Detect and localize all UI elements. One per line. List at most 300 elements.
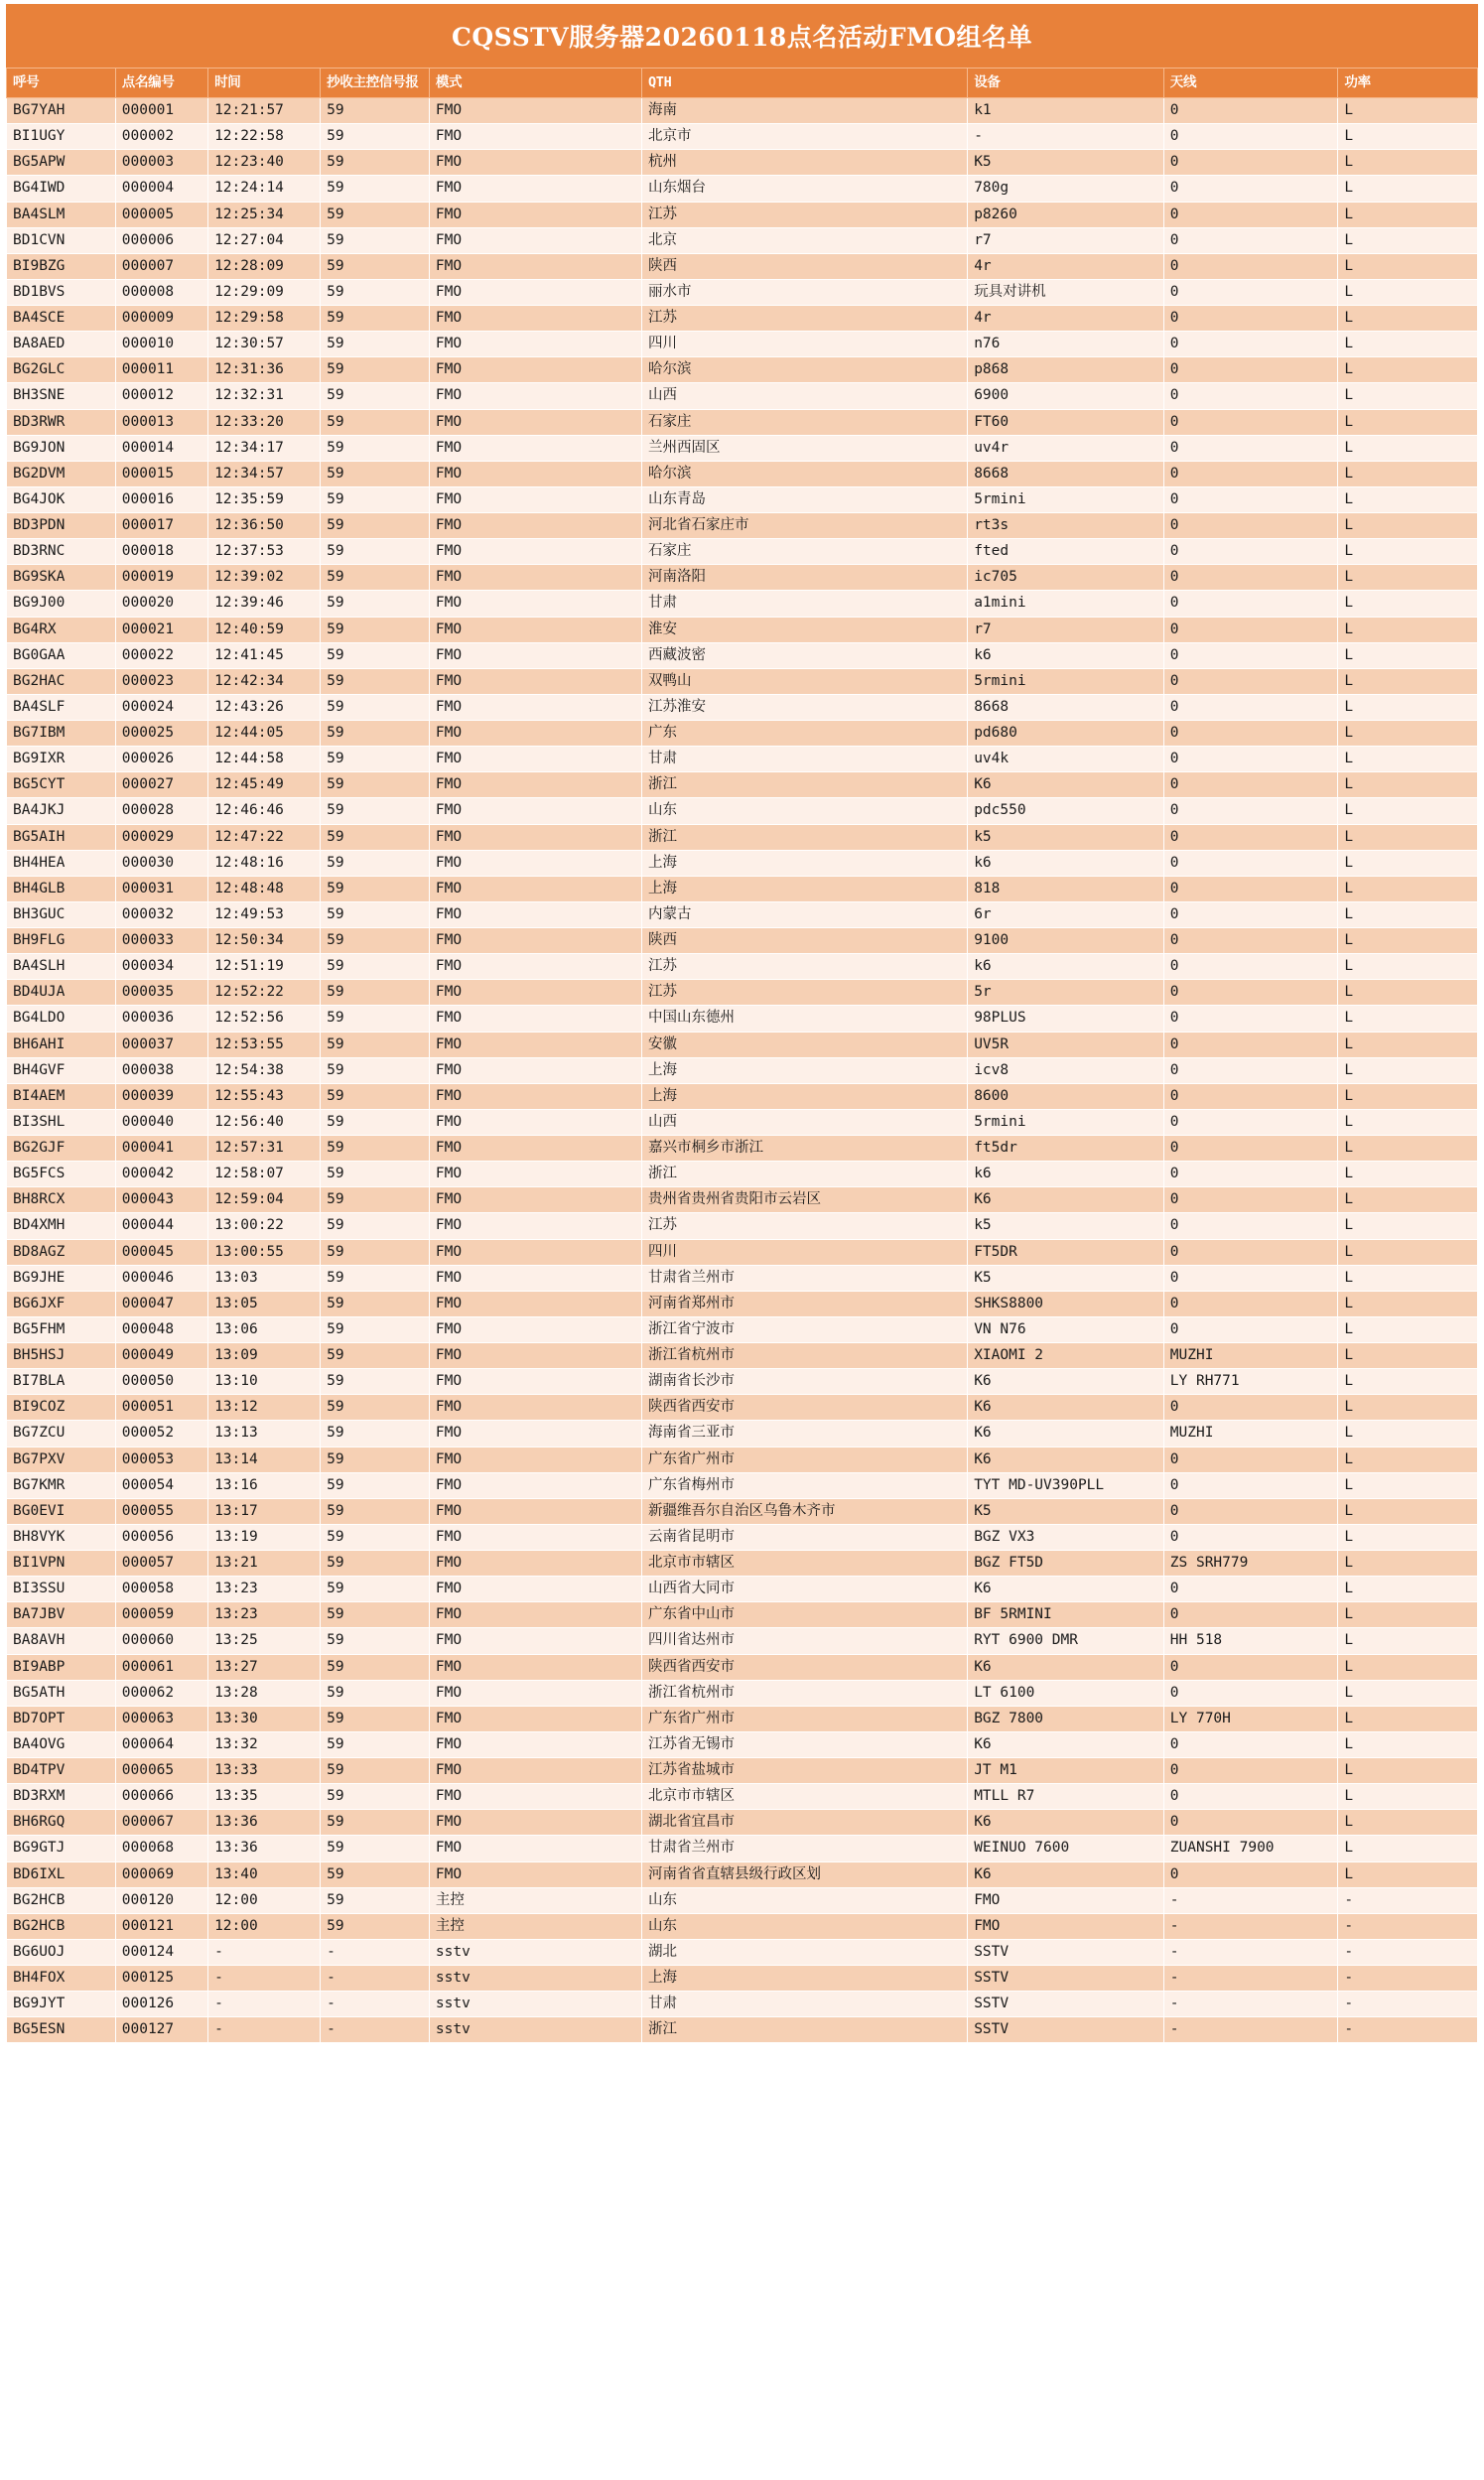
cell-checkin-id[interactable]: 000032 [115, 901, 207, 927]
cell-callsign[interactable]: BH3SNE [7, 383, 116, 409]
cell-mode[interactable]: FMO [429, 332, 641, 357]
cell-antenna[interactable]: ZUANSHI 7900 [1163, 1836, 1338, 1861]
table-row[interactable] [7, 253, 1478, 279]
cell-qth[interactable]: 广东省梅州市 [641, 1472, 967, 1498]
cell-checkin-id[interactable]: 000002 [115, 124, 207, 150]
cell-report[interactable]: 59 [321, 747, 430, 772]
cell-time[interactable]: - [208, 1966, 321, 1992]
table-row[interactable] [7, 150, 1478, 176]
table-row[interactable] [7, 1162, 1478, 1187]
cell-qth[interactable]: 北京市 [641, 124, 967, 150]
cell-qth[interactable]: 河南省省直辖县级行政区划 [641, 1861, 967, 1887]
cell-qth[interactable]: 山东 [641, 1913, 967, 1939]
cell-time[interactable]: 13:00:22 [208, 1213, 321, 1239]
cell-time[interactable]: 12:56:40 [208, 1109, 321, 1135]
cell-mode[interactable]: FMO [429, 721, 641, 747]
table-row[interactable] [7, 2017, 1478, 2043]
cell-qth[interactable]: 北京市市辖区 [641, 1784, 967, 1810]
cell-equipment[interactable]: 5rmini [968, 1109, 1164, 1135]
cell-callsign[interactable]: BG2DVM [7, 461, 116, 486]
table-row[interactable] [7, 1265, 1478, 1291]
cell-callsign[interactable]: BA4SCE [7, 306, 116, 332]
table-row[interactable] [7, 1109, 1478, 1135]
cell-mode[interactable]: FMO [429, 98, 641, 124]
cell-checkin-id[interactable]: 000010 [115, 332, 207, 357]
cell-power[interactable]: - [1338, 1913, 1478, 1939]
cell-checkin-id[interactable]: 000001 [115, 98, 207, 124]
cell-power[interactable]: L [1338, 1784, 1478, 1810]
cell-qth[interactable]: 山西 [641, 1109, 967, 1135]
cell-qth[interactable]: 陕西 [641, 928, 967, 954]
cell-antenna[interactable]: 0 [1163, 642, 1338, 668]
cell-report[interactable]: 59 [321, 357, 430, 383]
cell-time[interactable]: 13:17 [208, 1498, 321, 1524]
table-row[interactable] [7, 1654, 1478, 1680]
cell-time[interactable]: 12:55:43 [208, 1083, 321, 1109]
cell-report[interactable]: 59 [321, 1472, 430, 1498]
cell-mode[interactable]: FMO [429, 928, 641, 954]
cell-antenna[interactable]: 0 [1163, 1654, 1338, 1680]
cell-callsign[interactable]: BD3RWR [7, 409, 116, 435]
cell-callsign[interactable]: BH4GLB [7, 876, 116, 901]
table-row[interactable] [7, 876, 1478, 901]
cell-report[interactable]: 59 [321, 1057, 430, 1083]
cell-equipment[interactable]: BGZ FT5D [968, 1551, 1164, 1577]
cell-power[interactable]: L [1338, 202, 1478, 227]
cell-antenna[interactable]: MUZHI [1163, 1421, 1338, 1447]
cell-antenna[interactable]: 0 [1163, 694, 1338, 720]
cell-equipment[interactable]: 5r [968, 980, 1164, 1006]
cell-checkin-id[interactable]: 000038 [115, 1057, 207, 1083]
cell-mode[interactable]: FMO [429, 409, 641, 435]
cell-report[interactable]: 59 [321, 332, 430, 357]
cell-equipment[interactable]: K6 [968, 772, 1164, 798]
cell-equipment[interactable]: K6 [968, 1187, 1164, 1213]
cell-equipment[interactable]: XIAOMI 2 [968, 1343, 1164, 1369]
cell-antenna[interactable]: 0 [1163, 253, 1338, 279]
cell-power[interactable]: L [1338, 1861, 1478, 1887]
cell-callsign[interactable]: BG5APW [7, 150, 116, 176]
cell-report[interactable]: 59 [321, 798, 430, 824]
cell-power[interactable]: L [1338, 306, 1478, 332]
cell-report[interactable]: 59 [321, 1913, 430, 1939]
cell-qth[interactable]: 新疆维吾尔自治区乌鲁木齐市 [641, 1498, 967, 1524]
cell-qth[interactable]: 上海 [641, 1057, 967, 1083]
cell-qth[interactable]: 江苏省盐城市 [641, 1758, 967, 1784]
cell-checkin-id[interactable]: 000036 [115, 1006, 207, 1032]
cell-antenna[interactable]: 0 [1163, 668, 1338, 694]
cell-report[interactable]: 59 [321, 202, 430, 227]
cell-antenna[interactable]: 0 [1163, 1784, 1338, 1810]
cell-checkin-id[interactable]: 000065 [115, 1758, 207, 1784]
cell-time[interactable]: 12:45:49 [208, 772, 321, 798]
cell-power[interactable]: L [1338, 486, 1478, 512]
cell-qth[interactable]: 甘肃 [641, 591, 967, 617]
cell-checkin-id[interactable]: 000009 [115, 306, 207, 332]
cell-power[interactable]: L [1338, 1369, 1478, 1395]
cell-antenna[interactable]: 0 [1163, 901, 1338, 927]
cell-antenna[interactable]: 0 [1163, 1239, 1338, 1265]
cell-time[interactable]: 13:30 [208, 1706, 321, 1731]
cell-qth[interactable]: 山东 [641, 1887, 967, 1913]
cell-qth[interactable]: 浙江 [641, 2017, 967, 2043]
cell-equipment[interactable]: icv8 [968, 1057, 1164, 1083]
cell-time[interactable]: 13:12 [208, 1395, 321, 1421]
cell-report[interactable]: 59 [321, 1577, 430, 1602]
cell-power[interactable]: L [1338, 1395, 1478, 1421]
cell-qth[interactable]: 广东省广州市 [641, 1447, 967, 1472]
cell-time[interactable]: 12:25:34 [208, 202, 321, 227]
cell-qth[interactable]: 陕西省西安市 [641, 1654, 967, 1680]
table-row[interactable] [7, 1291, 1478, 1316]
cell-qth[interactable]: 西藏波密 [641, 642, 967, 668]
cell-callsign[interactable]: BG4LDO [7, 1006, 116, 1032]
cell-power[interactable]: L [1338, 1706, 1478, 1731]
cell-mode[interactable]: FMO [429, 1706, 641, 1731]
cell-callsign[interactable]: BD3RNC [7, 539, 116, 565]
cell-antenna[interactable]: 0 [1163, 1187, 1338, 1213]
cell-callsign[interactable]: BH5HSJ [7, 1343, 116, 1369]
cell-mode[interactable]: FMO [429, 1861, 641, 1887]
cell-qth[interactable]: 江苏 [641, 202, 967, 227]
cell-mode[interactable]: FMO [429, 1731, 641, 1757]
cell-equipment[interactable]: K5 [968, 1265, 1164, 1291]
cell-time[interactable]: - [208, 1939, 321, 1965]
cell-mode[interactable]: FMO [429, 486, 641, 512]
cell-antenna[interactable]: 0 [1163, 928, 1338, 954]
cell-time[interactable]: - [208, 1992, 321, 2017]
cell-report[interactable]: 59 [321, 227, 430, 253]
cell-checkin-id[interactable]: 000062 [115, 1680, 207, 1706]
cell-antenna[interactable]: 0 [1163, 1083, 1338, 1109]
table-row[interactable] [7, 1939, 1478, 1965]
cell-time[interactable]: 12:30:57 [208, 332, 321, 357]
cell-report[interactable]: 59 [321, 1239, 430, 1265]
cell-mode[interactable]: FMO [429, 1758, 641, 1784]
cell-report[interactable]: 59 [321, 1109, 430, 1135]
cell-time[interactable]: 13:19 [208, 1524, 321, 1550]
cell-qth[interactable]: 甘肃省兰州市 [641, 1265, 967, 1291]
cell-antenna[interactable]: 0 [1163, 513, 1338, 539]
cell-mode[interactable]: FMO [429, 1602, 641, 1628]
cell-equipment[interactable]: 玩具对讲机 [968, 279, 1164, 305]
cell-power[interactable]: L [1338, 1628, 1478, 1654]
cell-equipment[interactable]: k6 [968, 1162, 1164, 1187]
cell-antenna[interactable]: 0 [1163, 461, 1338, 486]
cell-mode[interactable]: FMO [429, 565, 641, 591]
cell-antenna[interactable]: 0 [1163, 1162, 1338, 1187]
cell-equipment[interactable]: rt3s [968, 513, 1164, 539]
cell-antenna[interactable]: - [1163, 1913, 1338, 1939]
table-row[interactable] [7, 747, 1478, 772]
cell-time[interactable]: 13:13 [208, 1421, 321, 1447]
cell-time[interactable]: 12:35:59 [208, 486, 321, 512]
cell-qth[interactable]: 嘉兴市桐乡市浙江 [641, 1136, 967, 1162]
cell-equipment[interactable]: BGZ 7800 [968, 1706, 1164, 1731]
cell-equipment[interactable]: SSTV [968, 1992, 1164, 2017]
cell-mode[interactable]: FMO [429, 1524, 641, 1550]
cell-time[interactable]: 12:28:09 [208, 253, 321, 279]
cell-qth[interactable]: 安徽 [641, 1032, 967, 1057]
cell-equipment[interactable]: k1 [968, 98, 1164, 124]
cell-callsign[interactable]: BH6AHI [7, 1032, 116, 1057]
cell-antenna[interactable]: 0 [1163, 202, 1338, 227]
column-header-time[interactable]: 时间 [208, 69, 321, 98]
table-row[interactable] [7, 1758, 1478, 1784]
table-row[interactable] [7, 901, 1478, 927]
cell-report[interactable]: 59 [321, 954, 430, 980]
cell-power[interactable]: L [1338, 461, 1478, 486]
cell-callsign[interactable]: BH6RGQ [7, 1810, 116, 1836]
column-header-mode[interactable]: 模式 [429, 69, 641, 98]
cell-qth[interactable]: 内蒙古 [641, 901, 967, 927]
cell-callsign[interactable]: BD7OPT [7, 1706, 116, 1731]
cell-mode[interactable]: FMO [429, 1083, 641, 1109]
cell-mode[interactable]: FMO [429, 980, 641, 1006]
cell-equipment[interactable]: a1mini [968, 591, 1164, 617]
cell-time[interactable]: 12:27:04 [208, 227, 321, 253]
cell-qth[interactable]: 山东青岛 [641, 486, 967, 512]
cell-callsign[interactable]: BG4JOK [7, 486, 116, 512]
table-row[interactable] [7, 1369, 1478, 1395]
cell-power[interactable]: L [1338, 357, 1478, 383]
cell-time[interactable]: 13:03 [208, 1265, 321, 1291]
cell-report[interactable]: 59 [321, 1316, 430, 1342]
cell-power[interactable]: L [1338, 1213, 1478, 1239]
cell-mode[interactable]: FMO [429, 1291, 641, 1316]
cell-checkin-id[interactable]: 000060 [115, 1628, 207, 1654]
cell-checkin-id[interactable]: 000019 [115, 565, 207, 591]
cell-power[interactable]: L [1338, 1136, 1478, 1162]
cell-equipment[interactable]: K6 [968, 1577, 1164, 1602]
cell-time[interactable]: 12:48:16 [208, 850, 321, 876]
cell-antenna[interactable]: ZS SRH779 [1163, 1551, 1338, 1577]
cell-checkin-id[interactable]: 000046 [115, 1265, 207, 1291]
cell-callsign[interactable]: BG9SKA [7, 565, 116, 591]
cell-checkin-id[interactable]: 000045 [115, 1239, 207, 1265]
table-row[interactable] [7, 928, 1478, 954]
cell-time[interactable]: 12:44:05 [208, 721, 321, 747]
cell-checkin-id[interactable]: 000047 [115, 1291, 207, 1316]
cell-callsign[interactable]: BA8AED [7, 332, 116, 357]
cell-checkin-id[interactable]: 000020 [115, 591, 207, 617]
cell-power[interactable]: L [1338, 1187, 1478, 1213]
cell-mode[interactable]: FMO [429, 954, 641, 980]
cell-antenna[interactable]: HH 518 [1163, 1628, 1338, 1654]
cell-qth[interactable]: 上海 [641, 1083, 967, 1109]
cell-mode[interactable]: FMO [429, 124, 641, 150]
cell-callsign[interactable]: BH4FOX [7, 1966, 116, 1992]
cell-time[interactable]: 13:21 [208, 1551, 321, 1577]
cell-antenna[interactable]: 0 [1163, 1524, 1338, 1550]
cell-qth[interactable]: 浙江 [641, 772, 967, 798]
cell-callsign[interactable]: BA4OVG [7, 1731, 116, 1757]
cell-power[interactable]: L [1338, 1524, 1478, 1550]
cell-antenna[interactable]: 0 [1163, 850, 1338, 876]
cell-qth[interactable]: 浙江 [641, 824, 967, 850]
cell-antenna[interactable]: - [1163, 1939, 1338, 1965]
cell-report[interactable]: - [321, 1939, 430, 1965]
cell-callsign[interactable]: BI4AEM [7, 1083, 116, 1109]
cell-equipment[interactable]: p8260 [968, 202, 1164, 227]
table-row[interactable] [7, 1057, 1478, 1083]
cell-mode[interactable]: FMO [429, 1136, 641, 1162]
cell-power[interactable]: L [1338, 565, 1478, 591]
cell-callsign[interactable]: BG5FHM [7, 1316, 116, 1342]
cell-report[interactable]: 59 [321, 694, 430, 720]
cell-report[interactable]: 59 [321, 1810, 430, 1836]
cell-equipment[interactable]: FT5DR [968, 1239, 1164, 1265]
cell-equipment[interactable]: r7 [968, 227, 1164, 253]
cell-callsign[interactable]: BI9BZG [7, 253, 116, 279]
cell-equipment[interactable]: k5 [968, 1213, 1164, 1239]
cell-mode[interactable]: FMO [429, 1836, 641, 1861]
cell-qth[interactable]: 哈尔滨 [641, 461, 967, 486]
cell-callsign[interactable]: BG5AIH [7, 824, 116, 850]
cell-callsign[interactable]: BG6JXF [7, 1291, 116, 1316]
column-header-power[interactable]: 功率 [1338, 69, 1478, 98]
table-row[interactable] [7, 721, 1478, 747]
table-row[interactable] [7, 1706, 1478, 1731]
cell-callsign[interactable]: BD4UJA [7, 980, 116, 1006]
cell-mode[interactable]: FMO [429, 1343, 641, 1369]
cell-equipment[interactable]: VN N76 [968, 1316, 1164, 1342]
cell-power[interactable]: L [1338, 1758, 1478, 1784]
cell-qth[interactable]: 甘肃 [641, 747, 967, 772]
cell-equipment[interactable]: 9100 [968, 928, 1164, 954]
cell-equipment[interactable]: 8668 [968, 461, 1164, 486]
cell-qth[interactable]: 江苏 [641, 1213, 967, 1239]
cell-antenna[interactable]: 0 [1163, 1758, 1338, 1784]
cell-power[interactable]: L [1338, 1083, 1478, 1109]
cell-equipment[interactable]: k6 [968, 954, 1164, 980]
cell-time[interactable]: 13:40 [208, 1861, 321, 1887]
cell-antenna[interactable]: 0 [1163, 1395, 1338, 1421]
cell-report[interactable]: 59 [321, 1628, 430, 1654]
cell-qth[interactable]: 哈尔滨 [641, 357, 967, 383]
cell-qth[interactable]: 四川 [641, 1239, 967, 1265]
cell-mode[interactable]: FMO [429, 150, 641, 176]
cell-power[interactable]: L [1338, 1654, 1478, 1680]
cell-checkin-id[interactable]: 000056 [115, 1524, 207, 1550]
cell-time[interactable]: 13:05 [208, 1291, 321, 1316]
cell-callsign[interactable]: BA7JBV [7, 1602, 116, 1628]
table-row[interactable] [7, 1602, 1478, 1628]
cell-power[interactable]: L [1338, 954, 1478, 980]
cell-qth[interactable]: 石家庄 [641, 409, 967, 435]
cell-antenna[interactable]: 0 [1163, 1265, 1338, 1291]
cell-report[interactable]: 59 [321, 1006, 430, 1032]
cell-antenna[interactable]: 0 [1163, 876, 1338, 901]
cell-mode[interactable]: sstv [429, 1966, 641, 1992]
table-row[interactable] [7, 1992, 1478, 2017]
cell-antenna[interactable]: 0 [1163, 1731, 1338, 1757]
cell-power[interactable]: - [1338, 1992, 1478, 2017]
cell-callsign[interactable]: BD3RXM [7, 1784, 116, 1810]
cell-power[interactable]: L [1338, 1032, 1478, 1057]
cell-checkin-id[interactable]: 000063 [115, 1706, 207, 1731]
cell-equipment[interactable]: SSTV [968, 1939, 1164, 1965]
cell-callsign[interactable]: BG7YAH [7, 98, 116, 124]
cell-checkin-id[interactable]: 000051 [115, 1395, 207, 1421]
cell-qth[interactable]: 上海 [641, 850, 967, 876]
table-row[interactable] [7, 1498, 1478, 1524]
cell-mode[interactable]: FMO [429, 1421, 641, 1447]
cell-checkin-id[interactable]: 000048 [115, 1316, 207, 1342]
cell-mode[interactable]: FMO [429, 850, 641, 876]
cell-checkin-id[interactable]: 000018 [115, 539, 207, 565]
cell-equipment[interactable]: fted [968, 539, 1164, 565]
cell-antenna[interactable]: 0 [1163, 383, 1338, 409]
cell-report[interactable]: 59 [321, 1032, 430, 1057]
cell-power[interactable]: L [1338, 1680, 1478, 1706]
cell-equipment[interactable]: k5 [968, 824, 1164, 850]
table-row[interactable] [7, 1836, 1478, 1861]
cell-power[interactable]: - [1338, 1966, 1478, 1992]
cell-callsign[interactable]: BG6UOJ [7, 1939, 116, 1965]
cell-equipment[interactable]: K5 [968, 1498, 1164, 1524]
cell-mode[interactable]: FMO [429, 435, 641, 461]
cell-time[interactable]: 12:36:50 [208, 513, 321, 539]
cell-report[interactable]: 59 [321, 409, 430, 435]
cell-callsign[interactable]: BG9IXR [7, 747, 116, 772]
cell-time[interactable]: 12:52:56 [208, 1006, 321, 1032]
cell-report[interactable]: 59 [321, 98, 430, 124]
cell-checkin-id[interactable]: 000005 [115, 202, 207, 227]
cell-callsign[interactable]: BG2HAC [7, 668, 116, 694]
cell-checkin-id[interactable]: 000069 [115, 1861, 207, 1887]
cell-mode[interactable]: FMO [429, 1498, 641, 1524]
cell-equipment[interactable]: FMO [968, 1913, 1164, 1939]
cell-antenna[interactable]: 0 [1163, 279, 1338, 305]
cell-callsign[interactable]: BG7KMR [7, 1472, 116, 1498]
table-row[interactable] [7, 668, 1478, 694]
cell-equipment[interactable]: 6900 [968, 383, 1164, 409]
table-row[interactable] [7, 1966, 1478, 1992]
cell-power[interactable]: L [1338, 1472, 1478, 1498]
cell-time[interactable]: 13:36 [208, 1810, 321, 1836]
cell-time[interactable]: 12:34:17 [208, 435, 321, 461]
cell-equipment[interactable]: 818 [968, 876, 1164, 901]
table-row[interactable] [7, 409, 1478, 435]
cell-qth[interactable]: 广东 [641, 721, 967, 747]
cell-power[interactable]: L [1338, 928, 1478, 954]
cell-checkin-id[interactable]: 000027 [115, 772, 207, 798]
cell-mode[interactable]: FMO [429, 1472, 641, 1498]
cell-equipment[interactable]: MTLL R7 [968, 1784, 1164, 1810]
cell-time[interactable]: 12:57:31 [208, 1136, 321, 1162]
cell-checkin-id[interactable]: 000017 [115, 513, 207, 539]
cell-callsign[interactable]: BA4SLH [7, 954, 116, 980]
cell-qth[interactable]: 广东省中山市 [641, 1602, 967, 1628]
cell-power[interactable]: L [1338, 1731, 1478, 1757]
cell-callsign[interactable]: BG0EVI [7, 1498, 116, 1524]
table-row[interactable] [7, 642, 1478, 668]
cell-power[interactable]: L [1338, 1343, 1478, 1369]
cell-antenna[interactable]: 0 [1163, 1498, 1338, 1524]
column-header-qth[interactable]: QTH [641, 69, 967, 98]
cell-equipment[interactable]: pdc550 [968, 798, 1164, 824]
cell-mode[interactable]: sstv [429, 1992, 641, 2017]
cell-qth[interactable]: 山东烟台 [641, 176, 967, 202]
cell-report[interactable]: 59 [321, 1654, 430, 1680]
table-row[interactable] [7, 1239, 1478, 1265]
cell-report[interactable]: 59 [321, 1265, 430, 1291]
cell-checkin-id[interactable]: 000029 [115, 824, 207, 850]
cell-checkin-id[interactable]: 000016 [115, 486, 207, 512]
cell-checkin-id[interactable]: 000053 [115, 1447, 207, 1472]
cell-time[interactable]: 12:52:22 [208, 980, 321, 1006]
